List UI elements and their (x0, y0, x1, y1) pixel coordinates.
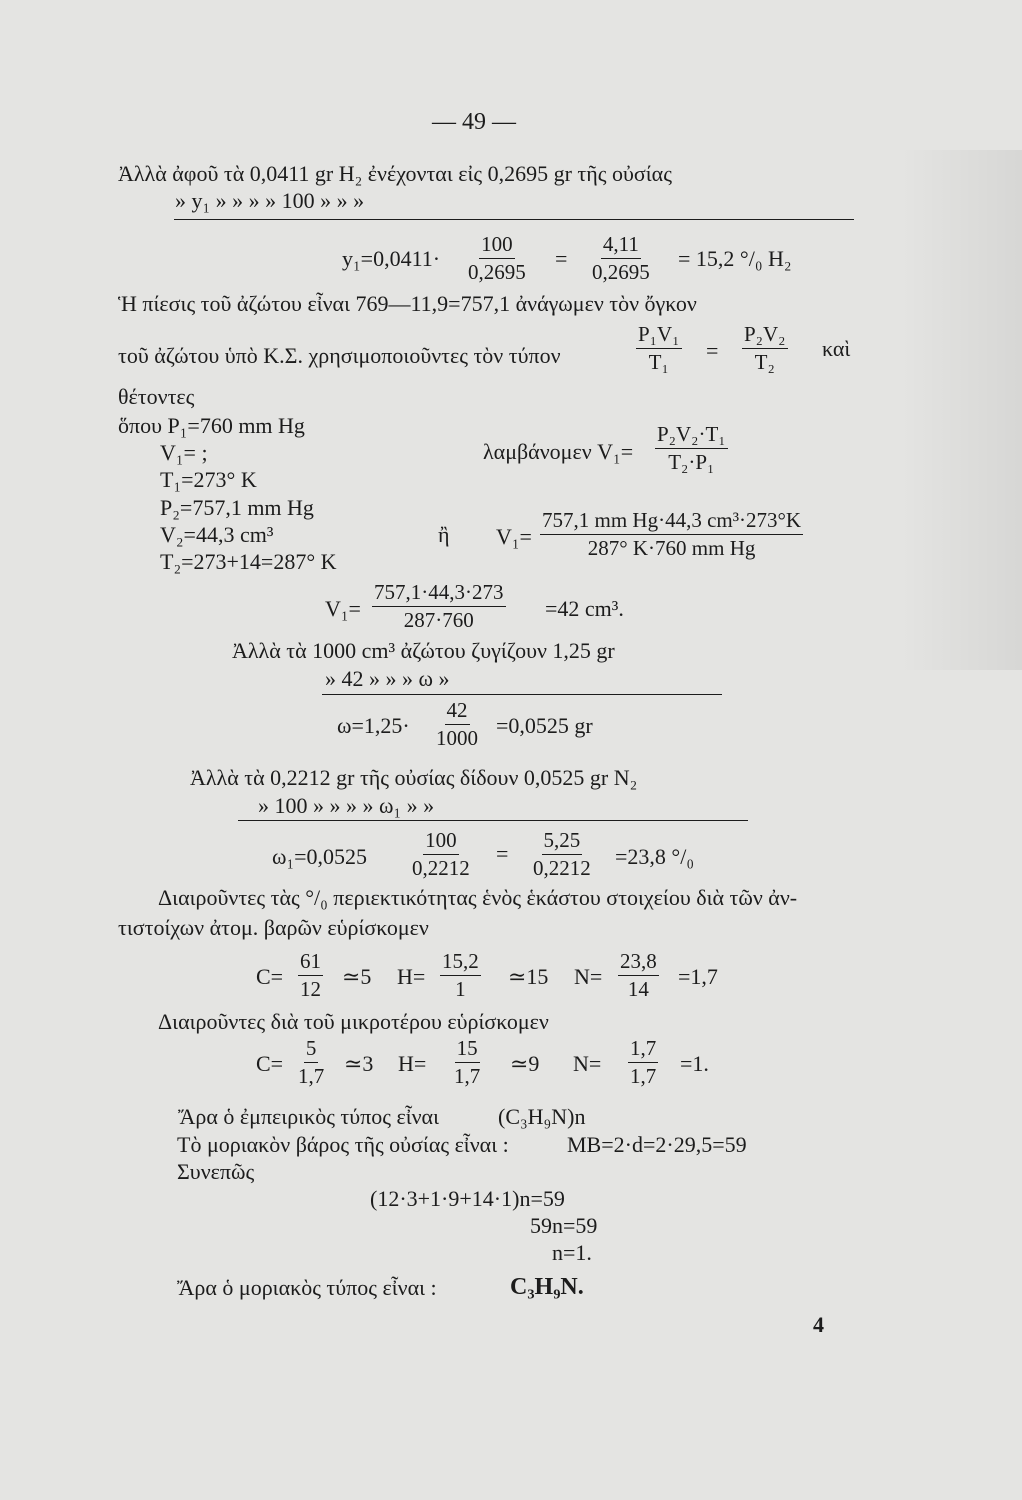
s5-c2-label: C= (256, 1051, 284, 1076)
s2-v2: V₂=44,3 cm³ (160, 522, 274, 547)
s1-eq-left: y₁=0,0411· (342, 246, 441, 271)
s5-n2-den: 1,7 (630, 1064, 657, 1088)
s4-w1-left: ω₁=0,0525 (272, 844, 368, 869)
s4-rule (238, 820, 748, 821)
s5-c2-num: 5 (304, 1038, 319, 1063)
s2-ft-den: T₂·P₁ (668, 450, 715, 474)
s5-c-fraction (298, 951, 323, 1000)
s6-molecular-value: C₃H₉N. (510, 1274, 584, 1300)
s6-mw-value: MB=2·d=2·29,5=59 (567, 1132, 747, 1157)
s6-mw-label: Τὸ μοριακὸν βάρος τῆς οὐσίας εἶναι : (177, 1132, 509, 1157)
s2-pressure: Ἡ πίεσις τοῦ ἀζώτου εἶναι 769—11,9=757,1 ἀνάγωμεν τὸν ὄγκον (118, 291, 697, 316)
s1-f1-den: 0,2695 (468, 260, 526, 284)
s5-c-den: 12 (300, 977, 321, 1001)
s5-h2-den: 1,7 (454, 1064, 481, 1088)
s2-setting: θέτοντες (118, 384, 195, 409)
s6-empirical-label: Ἄρα ὁ ἐμπειρικὸς τύπος εἶναι (178, 1104, 440, 1129)
s5-c2-den: 1,7 (298, 1064, 325, 1088)
s4-mid: = (496, 841, 509, 866)
s2-v1: V₁= ; (160, 440, 208, 465)
s5-n2-res: =1. (680, 1051, 709, 1076)
s4-fa-num: 100 (423, 830, 459, 855)
s4-fraction-a (412, 830, 470, 879)
s5-h-res: ≃15 (508, 964, 549, 989)
s4-fa-den: 0,2212 (412, 856, 470, 880)
s6-eq2: 59n=59 (530, 1213, 598, 1238)
s2-fc-den: 287·760 (403, 608, 474, 632)
s2-v1-eq: V₁= (496, 524, 532, 549)
s1-rule (174, 219, 854, 220)
s5-n2-label: N= (573, 1051, 602, 1076)
s5-h2-fraction (454, 1038, 480, 1087)
s6-therefore: Συνεπῶς (177, 1159, 255, 1184)
s2-fu-den: 287° K·760 mm Hg (587, 536, 756, 560)
s3-line2: » 42 » » » ω » (325, 666, 450, 691)
s1-eq-mid: = (555, 246, 568, 271)
s4-fb-den: 0,2212 (533, 856, 591, 880)
s4-fb-num: 5,25 (542, 830, 583, 855)
s2-fu-num: 757,1 mm Hg·44,3 cm³·273°K (540, 510, 803, 535)
s5-h-fraction (440, 951, 481, 1000)
s2-fraction-b (742, 324, 788, 373)
s5-c2-fraction (298, 1038, 324, 1087)
s4-fraction-b (533, 830, 591, 879)
s5-n2-fraction (628, 1038, 658, 1087)
s3-fraction (436, 700, 478, 749)
s2-fraction-c (372, 582, 506, 631)
s2-fraction-a (636, 324, 682, 373)
s6-empirical-value: (C₃H₉N)n (498, 1104, 586, 1129)
s3-fw-den: 1000 (436, 726, 478, 750)
s2-t2: T₂=273+14=287° K (160, 549, 337, 574)
s5-c-label: C= (256, 964, 284, 989)
s2-fc-num: 757,1·44,3·273 (372, 582, 506, 607)
s5-h2-num: 15 (455, 1038, 480, 1063)
s2-ft-num: P₂V₂·T₁ (655, 424, 728, 449)
s2-p2: P₂=757,1 mm Hg (160, 495, 314, 520)
s2-fb-num: P₂V₂ (742, 324, 788, 349)
corner-mark: 4 (813, 1312, 824, 1337)
s4-line2: » 100 » » » » ω₁ » » (258, 793, 435, 818)
s5-n-den: 14 (627, 977, 649, 1001)
s2-take: λαμβάνομεν V₁= (483, 439, 634, 464)
s2-fa-num: P₁V₁ (636, 324, 682, 349)
s3-w-right: =0,0525 gr (496, 713, 593, 738)
s5-h-den: 1 (455, 977, 466, 1001)
page-number: — 49 — (432, 109, 516, 135)
s5-line2: τιστοίχων ἀτομ. βαρῶν εὑρίσκομεν (118, 915, 429, 940)
s5-c-num: 61 (298, 951, 323, 976)
s1-f2-den: 0,2695 (592, 260, 650, 284)
s6-molecular-label: Ἄρα ὁ μοριακὸς τύπος εἶναι : (177, 1275, 437, 1300)
s3-rule (322, 694, 722, 695)
bleed-through-shadow (900, 150, 1022, 670)
s5-c-res: ≃5 (342, 964, 372, 989)
s1-line2: » y₁ » » » » 100 » » » (175, 188, 365, 213)
s5-h2-label: H= (398, 1051, 427, 1076)
s5-n2-num: 1,7 (628, 1038, 658, 1063)
s5-c2-res: ≃3 (344, 1051, 374, 1076)
s2-fraction-t (655, 424, 728, 473)
s2-fa-den: T₁ (648, 350, 669, 374)
s5-divide: Διαιροῦντες διὰ τοῦ μικροτέρου εὑρίσκομεν (158, 1009, 549, 1034)
s1-line1: Ἀλλὰ ἀφοῦ τὰ 0,0411 gr H₂ ἐνέχονται εἰς 0,2695 gr τῆς οὐσίας (118, 161, 672, 186)
s5-n-label: N= (574, 964, 603, 989)
s5-line1: Διαιροῦντες τὰς °/₀ περιεκτικότητας ἑνὸς ἑκάστου στοιχείου διὰ τῶν ἀν- (158, 885, 798, 910)
s1-f2-num: 4,11 (601, 234, 641, 259)
s1-eq-right: = 15,2 °/₀ H₂ (678, 246, 792, 271)
s2-or: ἢ (438, 522, 450, 547)
s3-line1: Ἀλλὰ τὰ 1000 cm³ ἀζώτου ζυγίζουν 1,25 gr (232, 638, 615, 663)
s3-fw-num: 42 (445, 700, 470, 725)
s2-and: καὶ (822, 336, 851, 361)
s2-where: ὅπου P₁=760 mm Hg (118, 413, 305, 438)
s2-eq: = (706, 338, 719, 363)
s5-n-num: 23,8 (618, 951, 659, 976)
s4-line1: Ἀλλὰ τὰ 0,2212 gr τῆς οὐσίας δίδουν 0,0525 gr N₂ (190, 765, 638, 790)
s6-eq3: n=1. (552, 1240, 592, 1265)
s3-w-left: ω=1,25· (337, 713, 410, 738)
s5-n-fraction (618, 951, 659, 1000)
s5-h2-res: ≃9 (510, 1051, 540, 1076)
s1-fraction-2 (592, 234, 650, 283)
s2-fb-den: T₂ (754, 350, 775, 374)
s5-n-res: =1,7 (678, 964, 718, 989)
s5-h-label: H= (397, 964, 426, 989)
s2-reduce: τοῦ ἀζώτου ὑπὸ Κ.Σ. χρησιμοποιοῦντες τὸν τύπον (118, 343, 561, 368)
s6-eq1: (12·3+1·9+14·1)n=59 (370, 1186, 565, 1211)
s5-h-num: 15,2 (440, 951, 481, 976)
s4-right: =23,8 °/₀ (615, 844, 694, 869)
s2-v1-result: =42 cm³. (545, 596, 624, 621)
s2-v1-calc: V₁= (325, 596, 361, 621)
s1-f1-num: 100 (479, 234, 515, 259)
s1-fraction-1 (468, 234, 526, 283)
s2-fraction-u (540, 510, 803, 559)
s2-t1: T₁=273° K (160, 467, 257, 492)
